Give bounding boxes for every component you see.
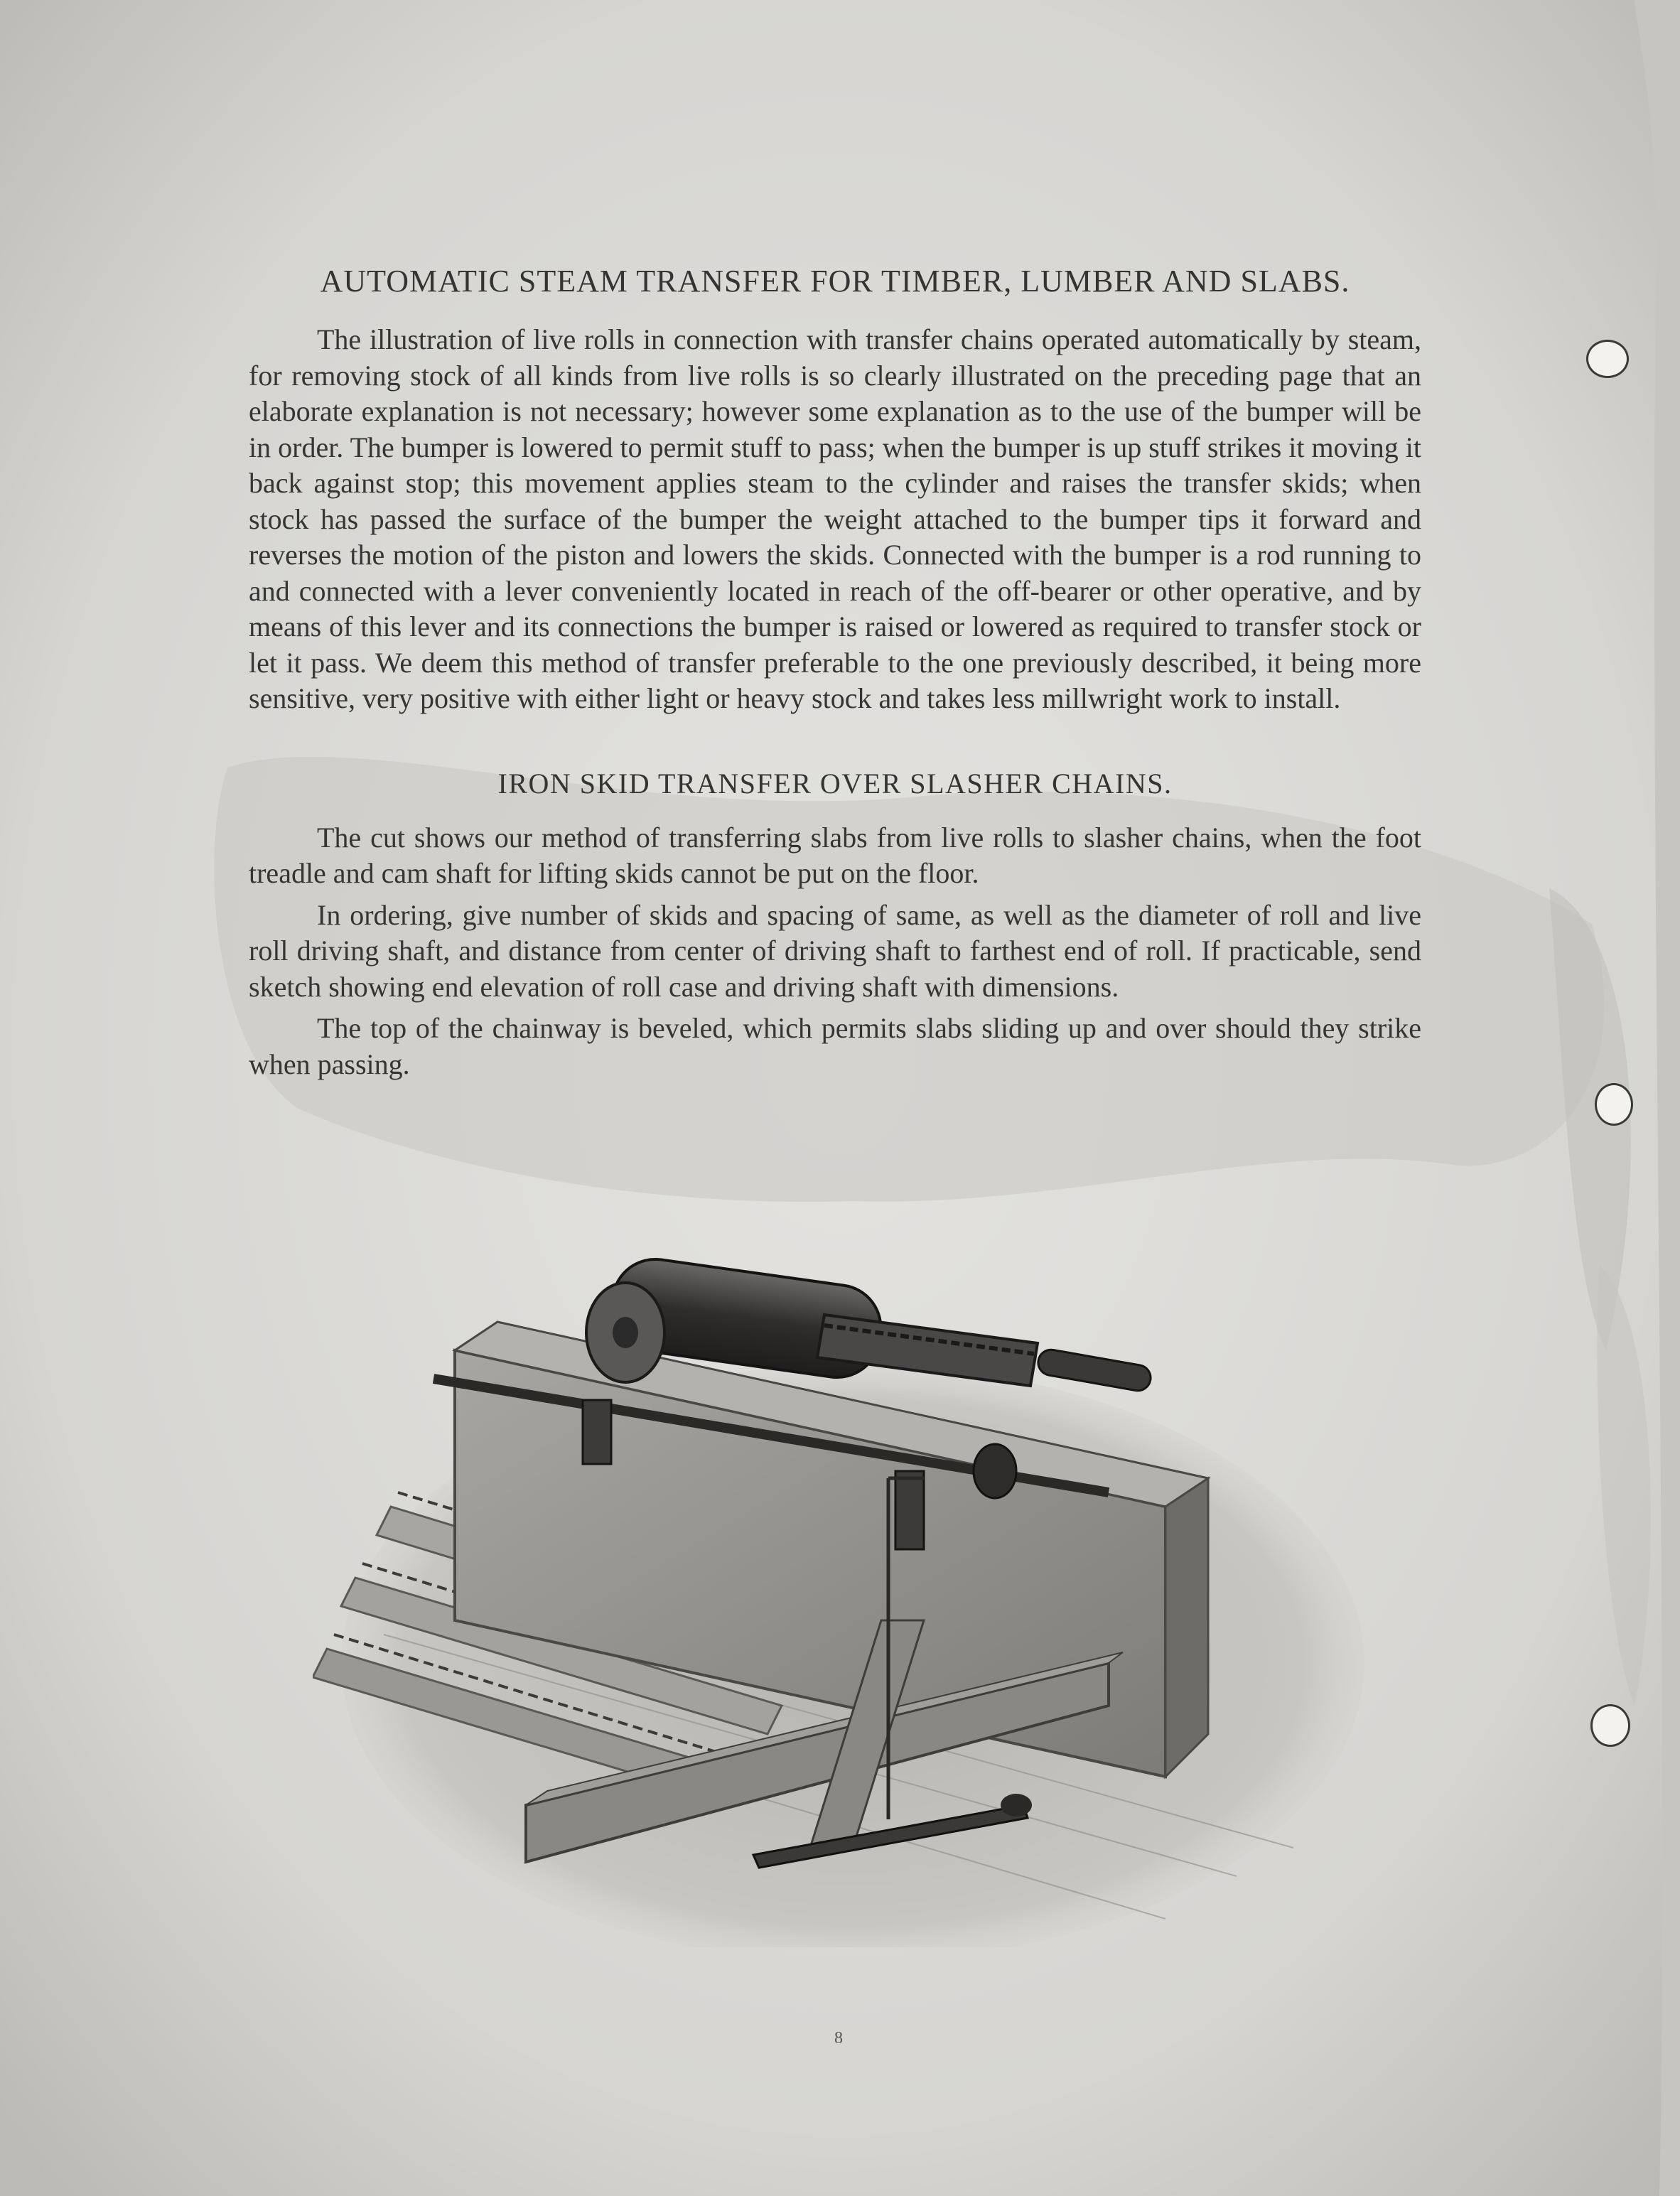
skid-transfer-illustration [313, 1237, 1379, 1947]
section1-heading: AUTOMATIC STEAM TRANSFER FOR TIMBER, LUMBER AND SLABS. [320, 264, 1350, 298]
section2-heading: IRON SKID TRANSFER OVER SLASHER CHAINS. [497, 767, 1173, 800]
punch-hole [1590, 1704, 1630, 1747]
page-number: 8 [834, 2029, 843, 2047]
page-content [249, 263, 1421, 1082]
section2-paragraph: The top of the chainway is beveled, which permits slabs sliding up and over should they strike when passing. [249, 1012, 1421, 1080]
section2-paragraph: The cut shows our method of transferring slabs from live rolls to slasher chains, when the foot treadle and cam shaft for lifting skids cannot be put on the floor. [249, 821, 1421, 889]
section1-paragraph: The illustration of live rolls in connection with transfer chains operated automatically by steam, for removing stock of all kinds from live rolls is so clearly illustrated on the preceding page that an elaborate explanation is not necessary; however some explanation as to the use of the bumper will be in order. The bumper is lowered to permit stuff to pass; when the bumper is up stuff strikes it moving it back against stop; this movement applies steam to the cylinder and raises the transfer skids; when stock has passed the surface of the bumper the weight attached to the bumper tips it forward and reverses the motion of the piston and lowers the skids. Connected with the bumper is a rod running to and connected with a lever conveniently located in reach of the off-bearer or other operative, and by means of this lever and its connections the bumper is raised or lowered as required to transfer stock or let it pass. We deem this method of transfer preferable to the one previously described, it being more sensitive, very positive with either light or heavy stock and takes less millwright work to install. [249, 323, 1421, 714]
section2-paragraph: In ordering, give number of skids and spacing of same, as well as the diameter of roll and live roll driving shaft, and distance from center of driving shaft to farthest end of roll. If practicable, send sketch showing end elevation of roll case and driving shaft with dimensions. [249, 898, 1421, 1003]
punch-hole [1586, 340, 1629, 378]
punch-hole [1595, 1083, 1633, 1126]
